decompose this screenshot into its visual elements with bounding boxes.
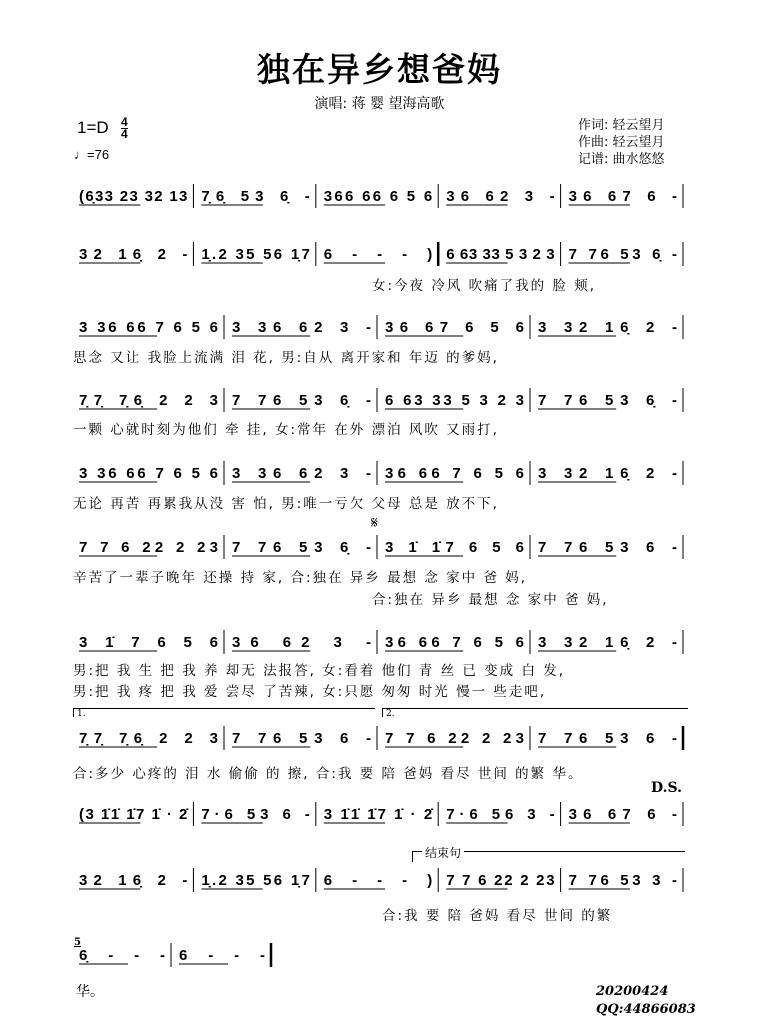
bar-notes: 3 1̇1̇ 1̇7 1̇ · 2̇ xyxy=(323,806,433,823)
score-row xyxy=(73,628,685,658)
time-sig-top: 4 xyxy=(121,115,128,129)
bar-notes: 3 36 62 3 - xyxy=(232,319,371,336)
bar-notes: 7 76 53 6 - xyxy=(232,730,371,747)
time-sig-bottom: 4 xyxy=(121,127,128,141)
bar-notes: 366 66 6 5 6 xyxy=(323,188,433,205)
singers: 演唱: 蒋 婴 望海高歌 xyxy=(314,96,445,112)
score-row xyxy=(73,724,685,754)
bar-notes: 7̣7̣ 7̣6̣ 2 2 3 xyxy=(79,730,218,747)
bar-notes: 7·6 56 3 - xyxy=(446,806,555,823)
bar-notes: 7̣7̣ 7̣6̣ 2 2 3 xyxy=(79,392,218,409)
bar-notes: 36 66 7 6 5 6 xyxy=(385,465,524,482)
score-row xyxy=(73,386,685,416)
bar-notes: (3 1̇1̇ 1̇7 1̇ · 2̇ xyxy=(79,806,188,823)
bar-notes: 7 76 53 6̣ - xyxy=(538,392,677,409)
lyric-line: 思念 又让 我脸上流满 泪 花, 男:自从 离开家和 年迈 的爹妈, xyxy=(73,350,499,366)
song-title: 独在异乡想爸妈 xyxy=(257,50,502,89)
bar-notes: 36 62 3 - xyxy=(232,634,371,651)
bar-notes: 1̣.2 35 56 1̣7 xyxy=(201,246,310,263)
bar-notes: 6 - - - ) xyxy=(323,246,433,263)
bar-notes: 7̣6̣ 53 6̣ - xyxy=(201,188,310,205)
bar-notes: 3 36 66 7 6 5 6 xyxy=(79,465,218,482)
ending-label: 结束句 xyxy=(422,844,464,861)
bar-notes: 7 7 6 22 2 23 xyxy=(79,539,218,556)
score-row xyxy=(73,866,685,896)
score-row xyxy=(73,459,685,489)
qq-contact: QQ:44866083 xyxy=(596,1002,696,1017)
bar-notes: (6̣33 23 32 13 xyxy=(79,188,188,205)
score-row xyxy=(73,800,685,830)
bar-notes: 3 1̇ 7 6 5 6 xyxy=(79,634,218,651)
credit-lyricist: 作词: 轻云望月 xyxy=(578,118,665,133)
bar-notes: 36 62 3 - xyxy=(446,188,555,205)
bar-notes: 3 32 16̣ 2 - xyxy=(538,465,677,482)
bar-notes: 36 66 7 6 5 6 xyxy=(385,634,524,651)
credit-composer: 作曲: 轻云望月 xyxy=(578,135,665,150)
bar-notes: 36 67 6 - xyxy=(568,188,677,205)
lyric-line: 男:把 我 生 把 我 养 却无 法报答, 女:看着 他们 青 丝 已 变成 白 发, xyxy=(73,663,566,679)
score-row xyxy=(73,941,685,971)
bar-notes: 7 76 53 6̣ - xyxy=(232,539,371,556)
bar-notes: 3 32 16̣ 2 - xyxy=(538,319,677,336)
lyric-line: 合:我 要 陪 爸妈 看尽 世间 的繁 xyxy=(382,908,613,924)
volta-2: 2. xyxy=(382,708,688,717)
lyric-line: 无论 再苦 再累我从没 害 怕, 男:唯一亏欠 父母 总是 放不下, xyxy=(73,496,499,512)
bar-notes: 1̣.2 35 56 1̣7 xyxy=(201,872,310,889)
credit-transcriber: 记谱: 曲水悠悠 xyxy=(578,152,665,167)
score-row xyxy=(73,313,685,343)
credits-block xyxy=(578,117,665,168)
bar-notes: 3 32 16̣ 2 - xyxy=(538,634,677,651)
segno-sign: 𝄋 xyxy=(371,513,378,532)
bar-notes: 6 63 33 5 3 2 3 xyxy=(446,246,555,263)
bar-notes: 3 1̇ 1̇7 6 5 6 xyxy=(385,539,524,556)
bar-notes: 3 36 66 7 6 5 6 xyxy=(79,319,218,336)
bar-notes: 6 - - - xyxy=(179,947,265,964)
bar-notes: 36 67 6 - xyxy=(568,806,677,823)
bar-notes: 32 16̣ 2 - xyxy=(79,872,188,889)
bar-notes: 7·6 53 6 - xyxy=(201,806,310,823)
lyric-line: 合:独在 异乡 最想 念 家中 爸 妈, xyxy=(372,592,609,608)
lyric-line: 男:把 我 疼 把 我 爱 尝尽 了苦辣, 女:只愿 匆匆 时光 慢一 些走吧, xyxy=(73,684,547,700)
lyric-line: 一颗 心就时刻为他们 牵 挂, 女:常年 在外 漂泊 风吹 又雨打, xyxy=(73,422,499,438)
lyric-line: 辛苦了一辈子晚年 还操 持 家, 合:独在 异乡 最想 念 家中 爸 妈, xyxy=(73,570,528,586)
bar-notes: 36 67 6 5 6 xyxy=(385,319,524,336)
lyric-line: 女:今夜 冷风 吹痛了我的 脸 颊, xyxy=(372,278,597,294)
score-row xyxy=(73,182,685,212)
bar-notes: 32 16̣ 2 - xyxy=(79,246,188,263)
bar-notes: 7 76 53 6̣ - xyxy=(232,392,371,409)
lyric-line: 合:多少 心疼的 泪 水 偷偷 的 擦, 合:我 要 陪 爸妈 看尽 世间 的繁 华。 xyxy=(73,766,584,782)
final-lyric: 华。 xyxy=(76,984,104,1000)
dal-segno: D.S. xyxy=(651,780,683,796)
key-signature: 1=D xyxy=(77,118,109,137)
bar-notes: 6 63 33 5 3 2 3 xyxy=(385,392,524,409)
measure-number: 5 xyxy=(74,937,81,948)
score-row xyxy=(73,240,685,270)
score-row xyxy=(73,533,685,563)
time-signature xyxy=(121,117,128,140)
bar-notes: 7 76 53 6 - xyxy=(538,539,677,556)
bar-notes: 7 76 53 6̣ - xyxy=(568,246,677,263)
bar-notes: 6 - - - ) xyxy=(323,872,433,889)
date-stamp: 20200424 xyxy=(596,984,669,999)
bar-notes: 6̣ - - - xyxy=(79,947,165,964)
bar-notes: 7 76 53 6 - xyxy=(538,730,677,747)
bar-notes: 7 76 53 3 - xyxy=(568,872,677,889)
volta-1: 1. xyxy=(73,708,375,717)
bar-notes: 3 36 62 3 - xyxy=(232,465,371,482)
tempo-mark: ♩=76 xyxy=(74,147,110,162)
bar-notes: 7 7 6 22 2 23 xyxy=(446,872,555,889)
bar-notes: 7 7 6 22 2 23 xyxy=(385,730,524,747)
